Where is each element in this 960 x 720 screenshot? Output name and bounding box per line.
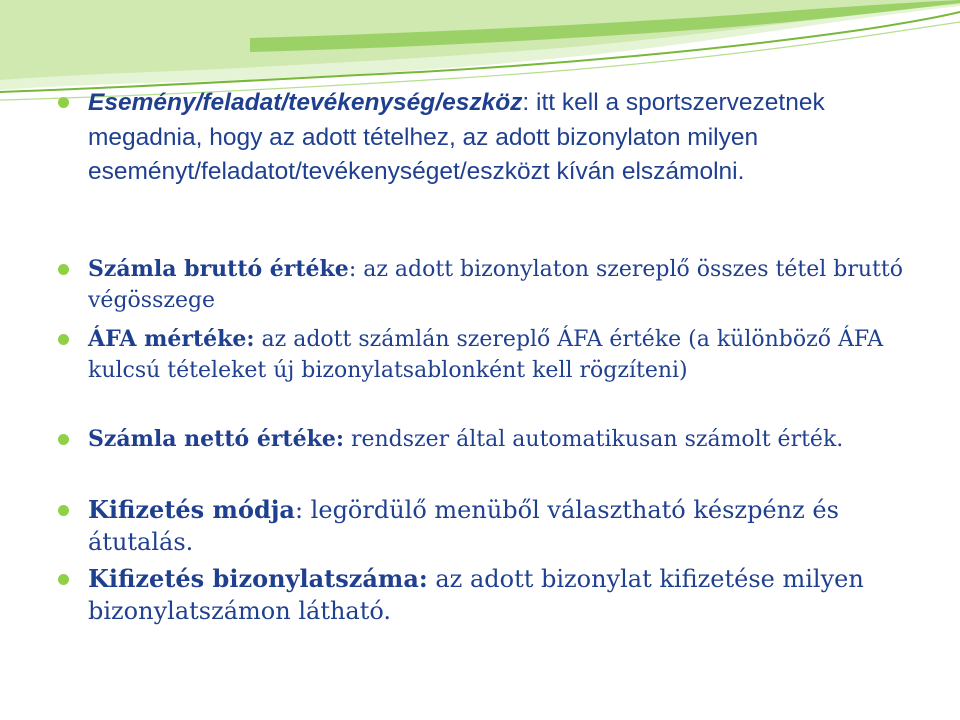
bullet-term: Számla nettó értéke: bbox=[88, 426, 344, 452]
bullet-text: : itt kell a sportszervezetnek megadnia, hogy az adott tételhez, az adott bizonylaton milyen eseményt/feladatot/tevékenységet/eszközt kíván elszámolni. bbox=[88, 89, 825, 185]
bullet-dot-icon bbox=[58, 97, 69, 108]
bullet-item bbox=[88, 85, 938, 189]
bullet-dot-icon bbox=[58, 334, 69, 345]
bullet-item bbox=[88, 494, 940, 558]
bullet-text: rendszer által automatikusan számolt érték. bbox=[343, 427, 844, 452]
bullet-dot-icon bbox=[58, 505, 69, 516]
bullet-dot-icon bbox=[58, 434, 69, 445]
bullet-term: Kifizetés módja bbox=[88, 495, 295, 524]
bullet-dot-icon bbox=[58, 574, 69, 585]
bullet-term: Esemény/feladat/tevékenység/eszköz bbox=[88, 89, 523, 116]
bullet-text: az adott bizonylat kifizetése milyen bizonylatszámon látható. bbox=[88, 565, 864, 625]
bullet-item bbox=[88, 324, 938, 386]
bullet-term: Számla bruttó értéke bbox=[88, 256, 349, 282]
bullet-item bbox=[88, 563, 940, 627]
bullet-dot-icon bbox=[58, 264, 69, 275]
bullet-text: az adott számlán szereplő ÁFA értéke (a különböző ÁFA kulcsú tételeket új bizonylatsablonként kell rögzíteni) bbox=[88, 327, 884, 383]
bullet-text: : az adott bizonylaton szereplő összes tétel bruttó végösszege bbox=[88, 257, 903, 313]
bullet-item bbox=[88, 424, 938, 455]
bullet-text: : legördülő menüből választható készpénz és átutalás. bbox=[88, 496, 839, 556]
bullet-term: Kifizetés bizonylatszáma: bbox=[88, 564, 428, 593]
bullet-item bbox=[88, 254, 938, 316]
bullet-term: ÁFA mértéke: bbox=[88, 326, 255, 352]
